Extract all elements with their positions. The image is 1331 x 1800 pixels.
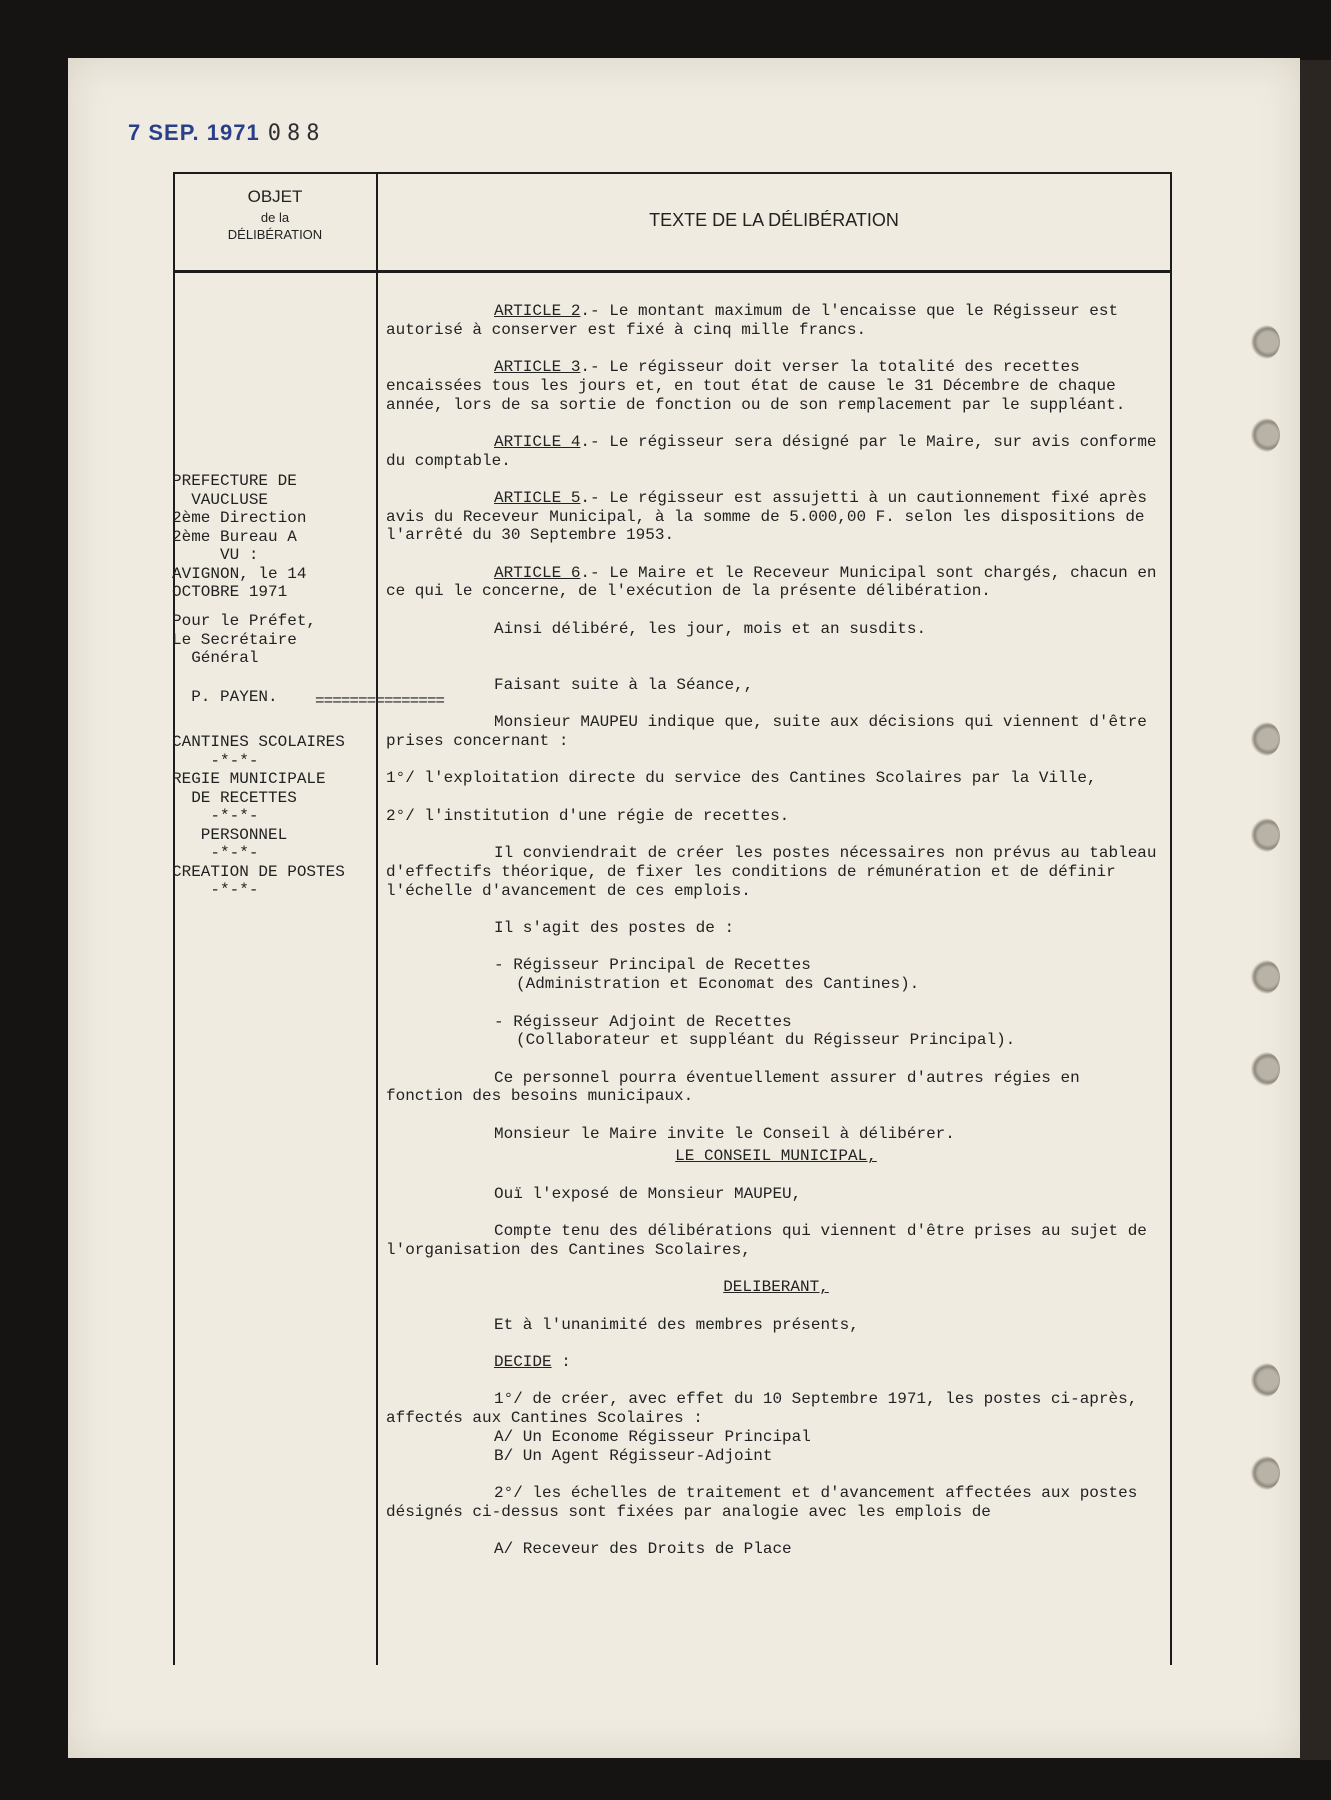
position-1-title: - Régisseur Principal de Recettes <box>494 956 811 975</box>
punch-hole <box>1250 1456 1280 1490</box>
prefect-signature-block: Pour le Préfet, Le Secrétaire Général <box>172 612 317 667</box>
texte-header: TEXTE DE LA DÉLIBÉRATION <box>649 210 899 230</box>
objet-title: OBJET <box>247 187 303 206</box>
deliberation-text <box>386 302 1166 1577</box>
session-continuation: Faisant suite à la Séance,, <box>494 675 754 694</box>
article-4-text: .- Le régisseur sera désigné par le Maire, sur avis conforme du comptable. <box>386 432 1157 470</box>
deliberant-heading <box>386 1278 1166 1297</box>
binder-edge <box>1300 60 1331 1760</box>
article-2-text: .- Le montant maximum de l'encaisse que le Régisseur est autorisé à conserver est fixé à cinq mille francs. <box>386 302 1119 339</box>
article-6-label: ARTICLE 6 <box>494 563 581 582</box>
heard-statement: Ouï l'exposé de Monsieur MAUPEU, <box>494 1184 802 1203</box>
article-5 <box>386 489 1166 545</box>
article-2 <box>386 302 1166 339</box>
article-5-label: ARTICLE 5 <box>494 488 581 507</box>
article-4 <box>386 433 1166 470</box>
position-2-detail: (Collaborateur et suppléant du Régisseur Principal). <box>516 1031 1016 1050</box>
spacer <box>386 657 1166 676</box>
other-duties: Ce personnel pourra éventuellement assurer d'autres régies en fonction des besoins municipaux. <box>386 1068 1080 1106</box>
objet-caption: DÉLIBÉRATION <box>227 227 323 243</box>
article-6-text: .- Le Maire et le Receveur Municipal sont chargés, chacun en ce qui le concerne, de l'exécution de la présente délibération. <box>386 563 1157 601</box>
position-1 <box>386 956 1166 993</box>
table-header-rule <box>173 270 1171 273</box>
table-left-rule <box>173 172 175 1665</box>
stamp-number: 088 <box>267 121 326 146</box>
decide-label: DECIDE <box>494 1353 552 1372</box>
article-2-label: ARTICLE 2 <box>494 302 581 320</box>
decision-2: 2°/ les échelles de traitement et d'avancement affectées aux postes désignés ci-dessus sont fixées par analogie avec les emplois de <box>386 1483 1138 1521</box>
unanimity-clause: Et à l'unanimité des membres présents, <box>494 1315 859 1334</box>
positions-intro: Il s'agit des postes de : <box>494 919 735 938</box>
stamp-date: 7 SEP. 1971 <box>128 120 260 145</box>
objet-header <box>175 186 375 244</box>
article-3-text: .- Le régisseur doit verser la totalité des recettes encaissées tous les jours et, en tout état de cause le 31 Décembre de chaque année, lors de sa sortie de fonction ou de son remplacement par le suppléant. <box>386 358 1126 414</box>
deliberant-heading-text: DELIBERANT, <box>723 1278 829 1297</box>
point-1: 1°/ l'exploitation directe du service des Cantines Scolaires par la Ville, <box>386 769 1097 788</box>
date-stamp <box>128 120 325 146</box>
point-2: 2°/ l'institution d'une régie de recettes. <box>386 806 790 825</box>
punch-hole <box>1250 818 1280 852</box>
table-top-rule <box>173 172 1171 174</box>
table-column-rule <box>376 172 378 1665</box>
decide-colon: : <box>551 1353 571 1372</box>
article-3 <box>386 358 1166 414</box>
punch-hole <box>1250 1052 1280 1086</box>
punch-hole <box>1250 722 1280 756</box>
punch-hole <box>1250 960 1280 994</box>
punch-hole <box>1250 325 1280 359</box>
decision-1-item-b: B/ Un Agent Régisseur-Adjoint <box>494 1446 773 1465</box>
mayor-invitation: Monsieur le Maire invite le Conseil à délibérer. <box>494 1124 955 1143</box>
subject-list: CANTINES SCOLAIRES -*-*- REGIE MUNICIPALE DE RECETTES -*-*- PERSONNEL -*-*- CREATION DE POSTES -*-*- <box>172 733 345 899</box>
position-2 <box>386 1013 1166 1050</box>
signatory-name: P. PAYEN. <box>172 688 278 706</box>
decide-heading <box>386 1353 1166 1372</box>
article-6 <box>386 564 1166 601</box>
maupeu-introduction: Monsieur MAUPEU indique que, suite aux décisions qui viennent d'être prises concernant : <box>386 713 1147 751</box>
prefecture-approval: PREFECTURE DE VAUCLUSE 2ème Direction 2ème Bureau A VU : AVIGNON, le 14 OCTOBRE 1971 <box>172 472 307 601</box>
table-right-rule <box>1170 172 1172 1665</box>
punch-hole <box>1250 418 1280 452</box>
decision-2-item-a: A/ Receveur des Droits de Place <box>494 1540 792 1559</box>
article-3-label: ARTICLE 3 <box>494 358 581 377</box>
council-heading-text: LE CONSEIL MUNICIPAL, <box>675 1147 877 1166</box>
decision-1-item-a: A/ Un Econome Régisseur Principal <box>494 1427 811 1446</box>
position-1-detail: (Administration et Economat des Cantines). <box>516 975 920 994</box>
considering-clause: Compte tenu des délibérations qui viennent d'être prises au sujet de l'organisation des Cantines Scolaires, <box>386 1222 1147 1259</box>
objet-subtitle: de la <box>260 209 290 225</box>
position-2-title: - Régisseur Adjoint de Recettes <box>494 1012 792 1031</box>
decision-1-list <box>386 1428 1166 1465</box>
article-5-text: .- Le régisseur est assujetti à un cautionnement fixé après avis du Receveur Municipal, à la somme de 5.000,00 F. selon les dispositions de l'arrêté du 30 Septembre 1953. <box>386 488 1147 545</box>
article-4-label: ARTICLE 4 <box>494 432 581 451</box>
separator-line: =============== <box>315 692 445 710</box>
decision-1: 1°/ de créer, avec effet du 10 Septembre 1971, les postes ci-après, affectés aux Cantines Scolaires : <box>386 1390 1138 1428</box>
positions-needed: Il conviendrait de créer les postes nécessaires non prévus au tableau d'effectifs théorique, de fixer les conditions de rémunération et de définir l'échelle d'avancement de ces emplois. <box>386 844 1157 900</box>
council-heading <box>386 1147 1166 1166</box>
closing-formula: Ainsi délibéré, les jour, mois et an susdits. <box>494 619 927 638</box>
punch-hole <box>1250 1363 1280 1397</box>
